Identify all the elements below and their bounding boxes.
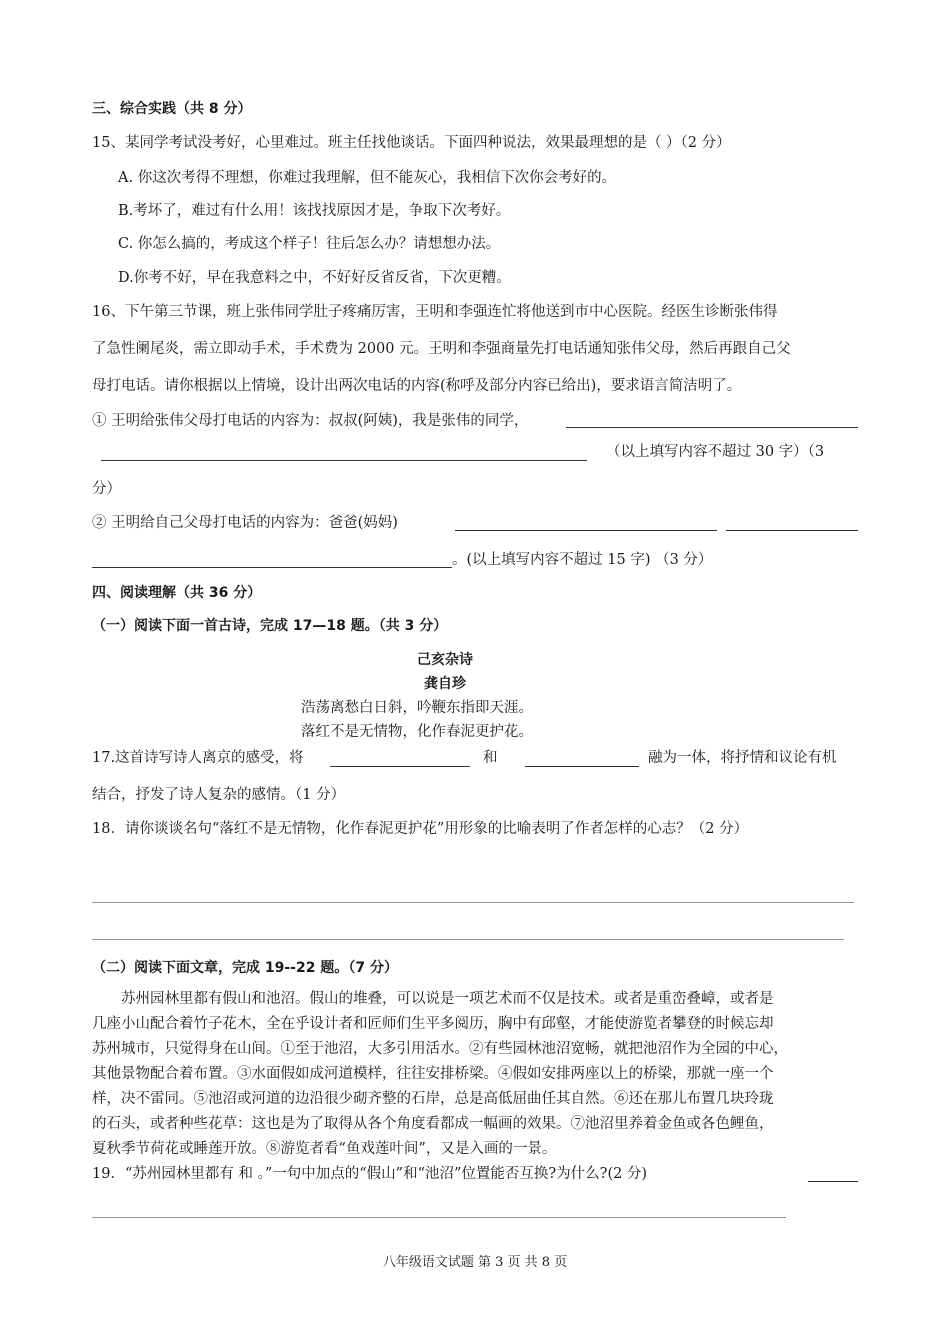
q16-part1-answer-line-2[interactable] bbox=[101, 460, 587, 461]
section-3-heading: 三、综合实践（共 8 分） bbox=[92, 101, 252, 117]
q16-part2-prompt: ② 王明给自己父母打电话的内容为：爸爸(妈妈) bbox=[92, 515, 398, 531]
article-line-7: 夏秋季节荷花或睡莲开放。⑧游览者看“鱼戏莲叶间”，又是入画的一景。 bbox=[92, 1141, 557, 1157]
q17-prompt: 17.这首诗写诗人离京的感受，将 bbox=[92, 750, 304, 766]
q17-blank-2[interactable] bbox=[525, 766, 639, 767]
article-line-6: 的石头，或者种些花草：这也是为了取得从各个角度看都成一幅画的效果。⑦池沼里养着金鱼或各色鲤鱼， bbox=[92, 1116, 774, 1132]
q18-answer-line-1[interactable] bbox=[92, 902, 854, 903]
q16-line-2: 了急性阑尾炎，需立即动手术，手术费为 2000 元。王明和李强商量先打电话通知张伟父母，然后再跟自己父 bbox=[92, 341, 791, 357]
q16-part2-answer-line-2[interactable] bbox=[726, 530, 858, 531]
article-line-4: 其他景物配合着布置。③水面假如成河道模样，往往安排桥梁。④假如安排两座以上的桥梁，那就一座一个 bbox=[92, 1066, 774, 1082]
article-line-2: 几座小山配合着竹子花木，全在乎设计者和匠师们生平多阅历，胸中有邱壑，才能使游览者攀登的时候忘却 bbox=[92, 1016, 774, 1032]
q16-part2-answer-line-3[interactable] bbox=[92, 567, 452, 568]
q15-option-a: A. 你这次考得不理想，你难过我理解，但不能灰心，我相信下次你会考好的。 bbox=[118, 170, 617, 186]
q16-part1-prompt: ① 王明给张伟父母打电话的内容为：叔叔(阿姨)，我是张伟的同学， bbox=[92, 413, 529, 429]
q19-stem: 19．“苏州园林里都有 和 。”一句中加点的“假山”和“池沼”位置能否互换?为什么?(2 分) bbox=[92, 1166, 648, 1182]
poem-line-1: 浩荡离愁白日斜，吟鞭东指即天涯。 bbox=[301, 700, 533, 716]
article-line-5: 样，决不雷同。⑤池沼或河道的边沿很少砌齐整的石岸，总是高低屈曲任其自然。⑥还在那儿布置几块玲珑 bbox=[92, 1091, 774, 1107]
q15-stem: 15、某同学考试没考好，心里难过。班主任找他谈话。下面四种说法，效果最理想的是（ ）（2 分） bbox=[92, 135, 731, 151]
q18-answer-line-2[interactable] bbox=[92, 939, 844, 940]
q15-option-c: C. 你怎么搞的，考成这个样子！往后怎么办？请想想办法。 bbox=[118, 236, 501, 252]
q16-part1-note-cont: 分） bbox=[92, 481, 121, 497]
q19-answer-line[interactable] bbox=[92, 1217, 786, 1218]
q16-line-3: 母打电话。请你根据以上情境，设计出两次电话的内容(称呼及部分内容已给出)，要求语言简洁明了。 bbox=[92, 378, 742, 394]
q16-line-1: 16、下午第三节课，班上张伟同学肚子疼痛厉害，王明和李强连忙将他送到市中心医院。经医生诊断张伟得 bbox=[92, 304, 778, 320]
poem-author: 龚自珍 bbox=[424, 676, 466, 692]
part-1-heading: （一）阅读下面一首古诗，完成 17—18 题。（共 3 分） bbox=[92, 618, 448, 634]
q17-suffix: 融为一体，将抒情和议论有机 bbox=[648, 750, 837, 766]
q15-option-d: D.你考不好，早在我意料之中，不好好反省反省，下次更糟。 bbox=[118, 270, 511, 286]
part-2-heading: （二）阅读下面文章，完成 19--22 题。（7 分） bbox=[92, 960, 398, 976]
article-line-3: 苏州城市，只觉得身在山间。①至于池沼，大多引用活水。②有些园林池沼宽畅，就把池沼作为全园的中心， bbox=[92, 1041, 788, 1057]
q17-blank-1[interactable] bbox=[330, 766, 470, 767]
q16-part2-answer-line-1[interactable] bbox=[455, 530, 717, 531]
q19-blank-short[interactable] bbox=[808, 1181, 858, 1182]
q17-line-2: 结合，抒发了诗人复杂的感情。（1 分） bbox=[92, 787, 346, 803]
q18-stem: 18．请你谈谈名句“落红不是无情物，化作春泥更护花”用形象的比喻表明了作者怎样的心志？（2 分） bbox=[92, 821, 749, 837]
q16-part1-note: （以上填写内容不超过 30 字）（3 bbox=[606, 444, 825, 460]
q16-part1-answer-line-1[interactable] bbox=[566, 427, 858, 428]
q17-mid: 和 bbox=[483, 750, 498, 766]
section-4-heading: 四、阅读理解（共 36 分） bbox=[92, 585, 262, 601]
article-line-1: 苏州园林里都有假山和池沼。假山的堆叠，可以说是一项艺术而不仅是技术。或者是重峦叠嶂，或者是 bbox=[121, 991, 774, 1007]
q16-part2-note: 。(以上填写内容不超过 15 字) （3 分） bbox=[452, 552, 713, 568]
poem-title: 己亥杂诗 bbox=[417, 652, 473, 668]
page-footer: 八年级语文试题 第 3 页 共 8 页 bbox=[382, 1255, 568, 1270]
q15-option-b: B.考坏了，难过有什么用！该找找原因才是，争取下次考好。 bbox=[118, 203, 511, 219]
poem-line-2: 落红不是无情物，化作春泥更护花。 bbox=[301, 724, 533, 740]
